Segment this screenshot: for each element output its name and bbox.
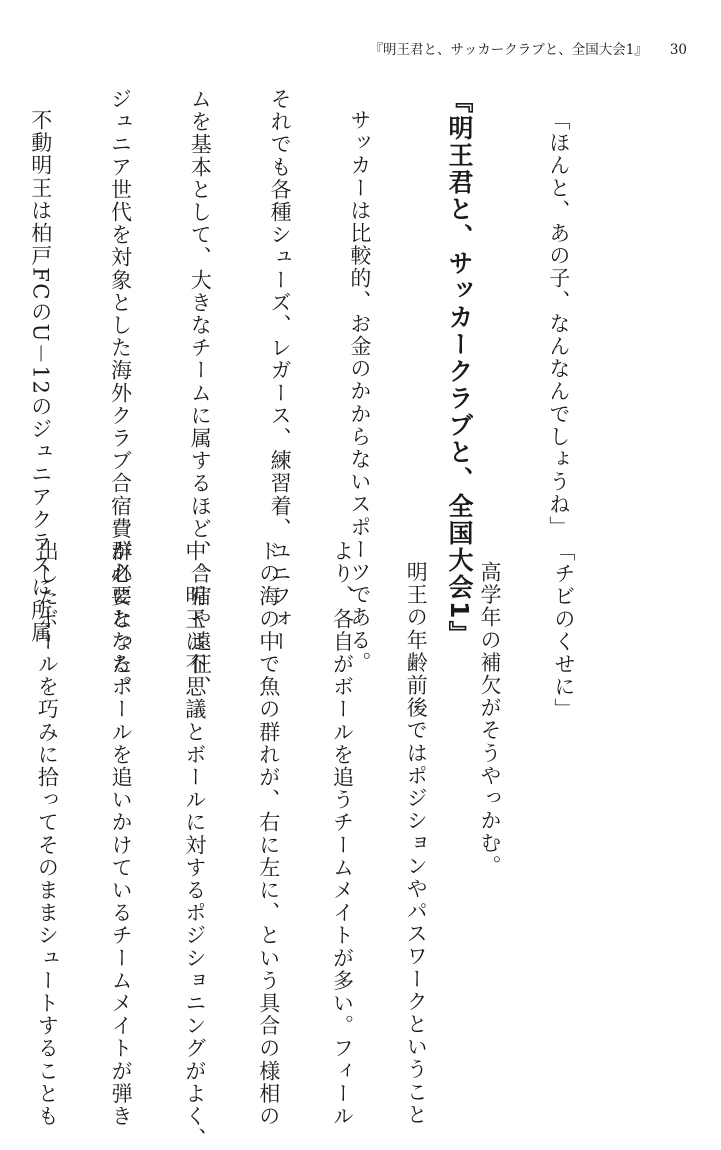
body-line: 不動明王は柏戸FCのU－12のジュニアクラスに所属	[28, 109, 53, 645]
body-line: 群れになったボールを追いかけているチームメイトが弾き	[109, 540, 134, 1128]
body-line: 高学年の補欠がそうやっかむ。	[478, 561, 503, 878]
body-line: ドの海の中で魚の群れが、右に左に、という具合の様相の	[256, 540, 281, 1128]
running-header	[369, 38, 687, 58]
body-line: サッカーは比較的、お金のかからないスポーツである。	[347, 109, 372, 674]
body-line: ジュニア世代を対象とした海外クラブ合宿費が必要となる。	[108, 88, 133, 699]
body-line: それでも各種シューズ、レガース、練習着、ユニフォー	[268, 88, 293, 653]
dialogue-line: 「チビのくせに」	[551, 540, 576, 721]
chapter-title: 『明王君と、サッカークラブと、全国大会1』	[445, 88, 475, 648]
body-line: 中。明王は不思議とボールに対するポジショニングがよく、	[182, 540, 207, 1150]
page-number: 30	[669, 42, 687, 58]
bottom-text-block	[0, 540, 625, 1150]
body-line: より、各自がボールを追うチームメイトが多い。フィール	[330, 540, 355, 1128]
body-line: 明王の年齢前後ではポジションやパスワークということ	[404, 561, 429, 1126]
body-line: 出したボールを巧みに拾ってそのままシュートすることも	[35, 540, 60, 1128]
body-line: ムを基本として、大きなチームに属するほど、合宿や遠征、	[188, 88, 213, 699]
running-title: 『明王君と、サッカークラブと、全国大会1』	[369, 42, 648, 58]
dialogue-line: 「ほんと、あの子、なんなんでしょうね」	[546, 109, 571, 539]
